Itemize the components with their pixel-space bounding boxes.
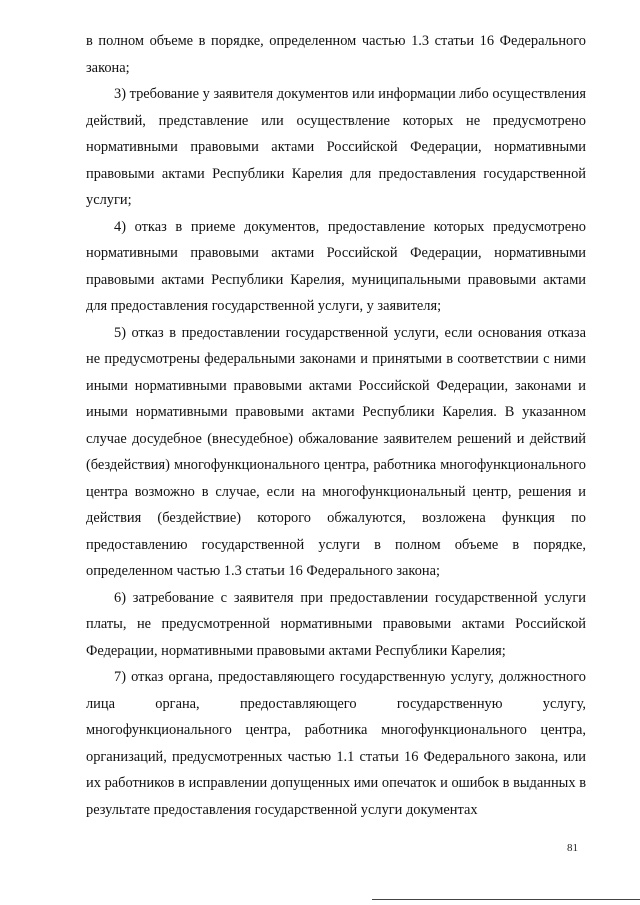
paragraph-item-7: 7) отказ органа, предоставляющего государственную услугу, должностного лица органа, предоставляющего государственную услугу, многофункционального центра, работника многофункционального центра, организаций, предусмотренных частью 1.1 статьи 16 Федерального закона, или их работников в исправлении допущенных ими опечаток и ошибок в выданных в результате предоставления государственной услуги документах — [86, 669, 586, 818]
paragraph-item-6: 6) затребование с заявителя при предоставлении государственной услуги платы, не предусмотренной нормативными правовыми актами Российской Федерации, нормативными правовыми актами Республики Карелия; — [86, 589, 586, 659]
paragraph-item-4: 4) отказ в приеме документов, предоставление которых предусмотрено нормативными правовыми актами Российской Федерации, нормативными правовыми актами Республики Карелия, муниципальными правовыми актами для предоставления государственной услуги, у заявителя; — [86, 218, 586, 314]
document-body — [86, 28, 586, 823]
footer-divider — [372, 899, 640, 900]
paragraph-item-5: 5) отказ в предоставлении государственной услуги, если основания отказа не предусмотрены федеральными законами и принятыми в соответствии с ними иными нормативными правовыми актами Российской Федерации, законами и иными нормативными правовыми актами Республики Карелия. В указанном случае досудебное (внесудебное) обжалование заявителем решений и действий (бездействия) многофункционального центра, работника многофункционального центра возможно в случае, если на многофункциональный центр, решения и действия (бездействие) которого обжалуются, возложена функция по предоставлению государственной услуги в полном объеме в порядке, определенном частью 1.3 статьи 16 Федерального закона; — [86, 324, 586, 579]
paragraph-continuation: в полном объеме в порядке, определенном частью 1.3 статьи 16 Федерального закона; — [86, 33, 586, 76]
paragraph-item-3: 3) требование у заявителя документов или информации либо осуществления действий, представление или осуществление которых не предусмотрено нормативными правовыми актами Российской Федерации, нормативными правовыми актами Республики Карелия для предоставления государственной услуги; — [86, 86, 586, 208]
page-number: 81 — [567, 842, 578, 854]
